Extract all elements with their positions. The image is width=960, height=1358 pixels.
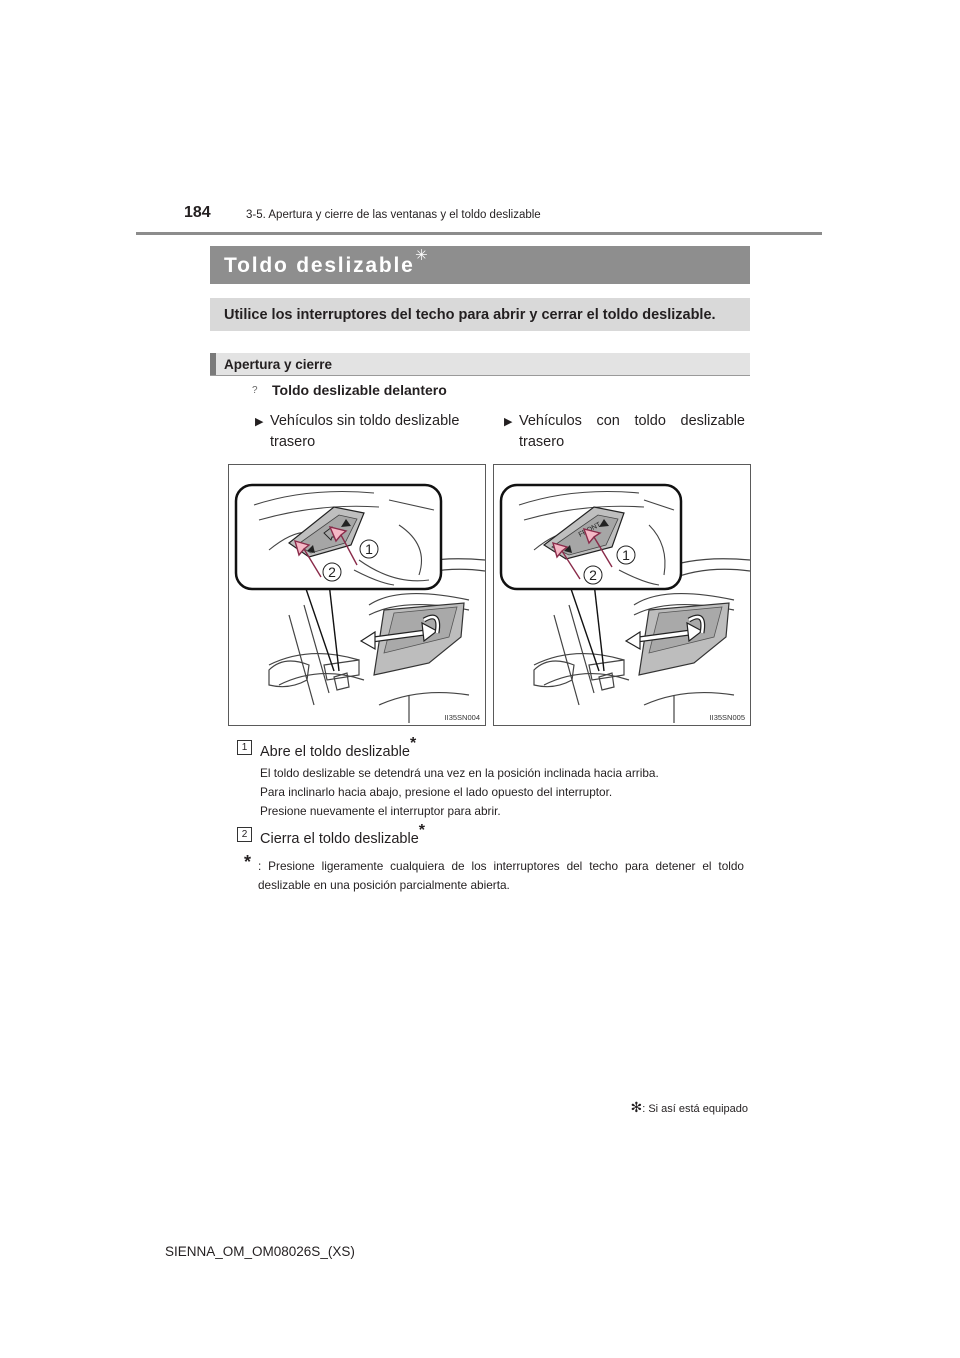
item-2-label	[260, 824, 425, 847]
item-1-detail-2: Para inclinarlo hacia abajo, presione el lado opuesto del interruptor.	[260, 785, 613, 799]
subsection-title: Apertura y cierre	[224, 357, 333, 372]
section-title: Toldo deslizable	[224, 254, 415, 277]
item-1-text: Abre el toldo deslizable	[260, 743, 410, 760]
item-2-text: Cierra el toldo deslizable	[260, 830, 419, 847]
callout-2-left: 2	[328, 564, 336, 580]
column-heading-right-line1: Vehículos con toldo deslizable	[519, 413, 745, 429]
footnote-asterisk: *	[244, 852, 252, 872]
item-1-detail-1: El toldo deslizable se detendrá una vez en la posición inclinada hacia arriba.	[260, 766, 659, 780]
footnote-text: : Presione ligeramente cualquiera de los interruptores del techo para detener el toldo deslizable en una posición parcialmente abierta.	[258, 859, 744, 892]
column-heading-left-line2: trasero	[270, 434, 316, 450]
intro-text: Utilice los interruptores del techo para abrir y cerrar el toldo deslizable.	[224, 307, 716, 323]
figure-code-right: II35SN005	[709, 713, 745, 722]
item-1-details	[260, 764, 750, 821]
optional-equipment-mark: ✳	[415, 247, 428, 264]
triangle-bullet-icon: ▶	[504, 416, 513, 428]
item-number-1: 1	[237, 740, 252, 755]
header-rule	[136, 232, 822, 235]
item-1-detail-3: Presione nuevamente el interruptor para abrir.	[260, 804, 501, 818]
equipped-note-mark: ✻	[630, 1099, 643, 1115]
bullet-mark: ?	[252, 385, 258, 396]
chapter-title: 3-5. Apertura y cierre de las ventanas y el toldo deslizable	[246, 209, 541, 221]
callout-1-right: 1	[622, 547, 630, 563]
subsection-accent	[210, 353, 216, 375]
front-sunroof-heading: Toldo deslizable delantero	[272, 382, 447, 398]
column-heading-right	[504, 411, 745, 453]
subsection-bar	[210, 353, 750, 376]
illustration-left	[228, 464, 486, 726]
page-number: 184	[184, 204, 211, 221]
item-2-asterisk: *	[418, 822, 426, 839]
figure-code-left: II35SN004	[444, 713, 480, 722]
footer-document-code: SIENNA_OM_OM08026S_(XS)	[165, 1244, 355, 1259]
section-title-bar	[210, 246, 750, 284]
item-1-asterisk: *	[409, 735, 417, 752]
equipped-note	[630, 1099, 748, 1116]
column-heading-left-line1: Vehículos sin toldo deslizable	[270, 413, 460, 429]
triangle-bullet-icon: ▶	[255, 416, 264, 428]
illustration-right	[493, 464, 751, 726]
roof-switch-illustration-left	[229, 465, 485, 725]
roof-switch-illustration-right	[494, 465, 750, 725]
callout-2-right: 2	[589, 567, 597, 583]
column-heading-left	[255, 411, 460, 453]
equipped-note-text: : Si así está equipado	[642, 1103, 748, 1115]
intro-bar	[210, 298, 750, 331]
column-heading-right-line2: trasero	[519, 434, 565, 450]
callout-1-left: 1	[365, 541, 373, 557]
item-1-label	[260, 737, 416, 760]
item-number-2: 2	[237, 827, 252, 842]
